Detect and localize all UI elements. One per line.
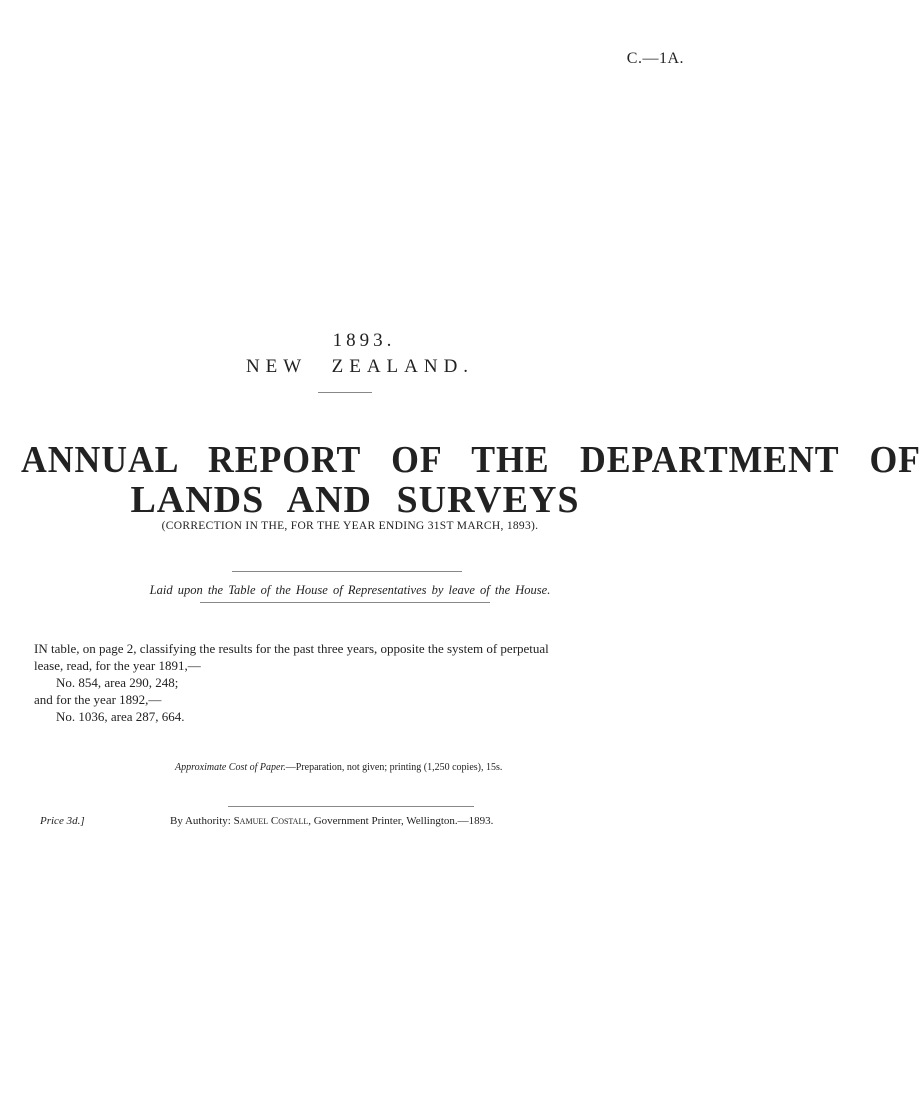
footer-rule (228, 806, 474, 807)
correction-1892-values: No. 1036, area 287, 664. (56, 709, 185, 724)
laid-upon-top-rule (232, 571, 462, 572)
correction-1891-values: No. 854, area 290, 248; (56, 675, 179, 690)
cost-label: Approximate Cost of Paper. (175, 762, 286, 773)
document-country: NEW ZEALAND. (245, 356, 475, 377)
correction-and-for: and for the year 1892,— (34, 692, 162, 707)
report-subtitle: (CORRECTION IN THE, FOR THE YEAR ENDING 31ST MARCH, 1893). (161, 520, 539, 532)
authority-suffix: Government Printer, Wellington.—1893. (313, 815, 494, 827)
price: Price 3d.] (40, 815, 85, 827)
printer-authority (170, 815, 493, 827)
laid-upon-bottom-rule (200, 602, 490, 603)
authority-prefix: By Authority: (170, 815, 231, 827)
report-title-line-1: ANNUAL REPORT OF THE DEPARTMENT OF (21, 439, 921, 481)
correction-body (34, 640, 690, 725)
laid-upon-notice: Laid upon the Table of the House of Representatives by leave of the House. (149, 583, 551, 597)
document-reference: C.—1A. (626, 50, 684, 67)
printer-name: Samuel Costall, (233, 815, 311, 827)
cost-text: —Preparation, not given; printing (1,250 copies), 15s. (285, 762, 503, 773)
approximate-cost (175, 762, 502, 773)
correction-intro-line-2: lease, read, for the year 1891,— (34, 658, 201, 673)
correction-intro-line-1: IN table, on page 2, classifying the results for the past three years, opposite the system of perpetual (34, 641, 549, 656)
report-title-line-2: LANDS AND SURVEYS (130, 479, 580, 521)
masthead-divider (318, 392, 372, 393)
document-year: 1893. (332, 330, 396, 351)
